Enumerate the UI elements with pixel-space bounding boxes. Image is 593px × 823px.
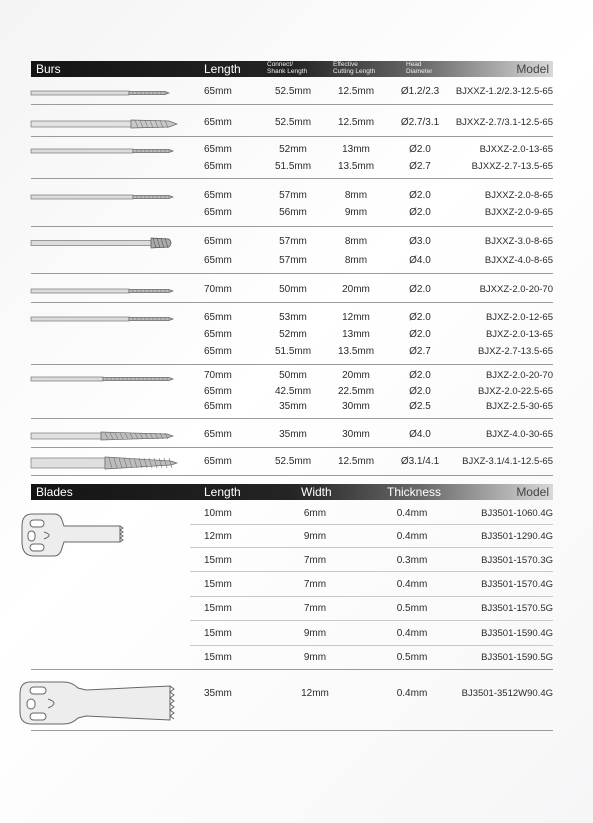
bur-model: BJXXZ-1.2/2.3-12.5-65 [455, 86, 553, 97]
blade-thickness: 0.4mm [396, 579, 428, 590]
blade-length: 15mm [204, 603, 232, 614]
bur-cutting-length: 22.5mm [337, 386, 375, 397]
bur-model: BJXXZ-2.7/3.1-12.5-65 [455, 117, 553, 128]
bur-cutting-length: 8mm [344, 255, 368, 266]
bur-cutting-length: 20mm [342, 284, 370, 295]
row-separator [31, 447, 553, 448]
blade-thickness: 0.4mm [396, 628, 428, 639]
blades-width-header: Width [301, 485, 332, 499]
blade-length: 15mm [204, 628, 232, 639]
burs-model-header: Model [516, 62, 549, 76]
bur-shank-length: 56mm [279, 207, 307, 218]
blades-header [31, 484, 553, 500]
blade-model: BJ3501-1060.4G [481, 508, 553, 519]
bur-length: 65mm [204, 329, 232, 340]
blade-width: 9mm [303, 652, 327, 663]
blade-thickness: 0.4mm [396, 688, 428, 699]
effective-header-2: Cutting Length [333, 67, 376, 75]
bur-model: BJXXZ-4.0-8-65 [484, 255, 553, 266]
burs-header [31, 61, 553, 77]
bur-image [31, 86, 169, 100]
bur-length: 65mm [204, 255, 232, 266]
bur-shank-length: 57mm [279, 236, 307, 247]
blade-model: BJ3501-1590.4G [481, 628, 553, 639]
blade-model: BJ3501-1570.5G [481, 603, 553, 614]
bur-head-diameter: Ø2.0 [409, 329, 431, 340]
bur-length: 65mm [204, 207, 232, 218]
bur-length: 65mm [204, 346, 232, 357]
bur-length: 65mm [204, 236, 232, 247]
blades-length-header: Length [204, 485, 241, 499]
blade-width: 6mm [303, 508, 327, 519]
bur-image [31, 236, 173, 250]
bur-cutting-length: 13mm [342, 329, 370, 340]
bur-shank-length: 51.5mm [274, 161, 312, 172]
bur-shank-length: 57mm [279, 255, 307, 266]
bur-model: BJXXZ-2.0-13-65 [479, 144, 553, 155]
blade-model: BJ3501-1590.5G [481, 652, 553, 663]
blade-model: BJ3501-1290.4G [481, 531, 553, 542]
row-separator [31, 136, 553, 137]
blade-thickness: 0.5mm [396, 652, 428, 663]
bur-image [31, 284, 173, 298]
bur-image [31, 117, 177, 131]
bur-model: BJXZ-4.0-30-65 [485, 429, 553, 440]
blade-width: 12mm [301, 688, 329, 699]
row-separator [31, 104, 553, 105]
blade-width: 9mm [303, 531, 327, 542]
bur-head-diameter: Ø2.0 [409, 386, 431, 397]
bur-length: 70mm [204, 284, 232, 295]
blade-width: 9mm [303, 628, 327, 639]
bur-shank-length: 52mm [279, 329, 307, 340]
row-separator [190, 596, 553, 597]
bur-shank-length: 35mm [279, 429, 307, 440]
bur-image [31, 429, 173, 443]
row-separator [31, 364, 553, 365]
bur-shank-length: 52.5mm [274, 86, 312, 97]
bur-cutting-length: 12.5mm [337, 456, 375, 467]
row-separator [190, 571, 553, 572]
bur-image [31, 190, 173, 204]
bur-length: 65mm [204, 86, 232, 97]
bur-length: 70mm [204, 370, 232, 381]
bur-model: BJXZ-2.0-20-70 [485, 370, 553, 381]
bur-length: 65mm [204, 386, 232, 397]
head-header-1: Head [406, 61, 422, 68]
bur-length: 65mm [204, 161, 232, 172]
bur-cutting-length: 13.5mm [337, 346, 375, 357]
blade-model: BJ3501-1570.3G [481, 555, 553, 566]
bur-cutting-length: 8mm [344, 190, 368, 201]
burs-length-header: Length [204, 62, 241, 76]
head-header-2: Diameter [406, 67, 433, 75]
blade-width: 7mm [303, 555, 327, 566]
bur-model: BJXXZ-2.0-8-65 [484, 190, 553, 201]
bur-head-diameter: Ø3.1/4.1 [400, 456, 440, 467]
connect-header-1: Connect/ [267, 61, 294, 68]
bur-cutting-length: 12.5mm [337, 86, 375, 97]
large-blade-image [18, 680, 178, 726]
bur-length: 65mm [204, 429, 232, 440]
bur-head-diameter: Ø4.0 [409, 429, 431, 440]
bur-cutting-length: 12.5mm [337, 117, 375, 128]
row-separator [31, 475, 553, 476]
row-separator [190, 547, 553, 548]
blade-length: 10mm [204, 508, 232, 519]
bur-head-diameter: Ø2.0 [409, 207, 431, 218]
bur-head-diameter: Ø2.7/3.1 [400, 117, 440, 128]
row-separator [31, 273, 553, 274]
bur-head-diameter: Ø2.7 [409, 161, 431, 172]
blade-model: BJ3501-3512W90.4G [461, 688, 553, 699]
bur-head-diameter: Ø1.2/2.3 [400, 86, 440, 97]
row-separator [190, 645, 553, 646]
bur-model: BJXZ-2.0-12-65 [485, 312, 553, 323]
bur-cutting-length: 13mm [342, 144, 370, 155]
row-separator [31, 730, 553, 731]
blade-model: BJ3501-1570.4G [481, 579, 553, 590]
bur-head-diameter: Ø2.0 [409, 370, 431, 381]
bur-shank-length: 35mm [279, 401, 307, 412]
bur-shank-length: 42.5mm [274, 386, 312, 397]
bur-shank-length: 51.5mm [274, 346, 312, 357]
bur-model: BJXXZ-3.0-8-65 [484, 236, 553, 247]
bur-head-diameter: Ø2.0 [409, 284, 431, 295]
bur-model: BJXXZ-2.0-9-65 [484, 207, 553, 218]
blade-length: 12mm [204, 531, 232, 542]
bur-head-diameter: Ø2.0 [409, 312, 431, 323]
bur-cutting-length: 9mm [344, 207, 368, 218]
row-separator [31, 418, 553, 419]
bur-cutting-length: 20mm [342, 370, 370, 381]
bur-image [31, 312, 173, 326]
blade-length: 15mm [204, 555, 232, 566]
blade-length: 15mm [204, 652, 232, 663]
row-separator [31, 178, 553, 179]
blade-width: 7mm [303, 603, 327, 614]
bur-head-diameter: Ø2.0 [409, 144, 431, 155]
bur-cutting-length: 30mm [342, 401, 370, 412]
bur-head-diameter: Ø2.5 [409, 401, 431, 412]
effective-header-1: Effective [333, 61, 358, 68]
bur-model: BJXZ-2.0-22.5-65 [478, 386, 553, 397]
bur-cutting-length: 12mm [342, 312, 370, 323]
bur-length: 65mm [204, 401, 232, 412]
row-separator [31, 226, 553, 227]
bur-shank-length: 52.5mm [274, 456, 312, 467]
blade-length: 15mm [204, 579, 232, 590]
bur-shank-length: 52mm [279, 144, 307, 155]
blade-thickness: 0.4mm [396, 531, 428, 542]
bur-shank-length: 50mm [279, 284, 307, 295]
blades-model-header: Model [516, 485, 549, 499]
bur-head-diameter: Ø2.7 [409, 346, 431, 357]
row-separator [31, 669, 553, 670]
bur-image [31, 456, 177, 470]
connect-header-2: Shank Length [267, 67, 308, 75]
bur-shank-length: 52.5mm [274, 117, 312, 128]
bur-image [31, 372, 173, 386]
bur-model: BJXZ-2.0-13-65 [485, 329, 553, 340]
bur-cutting-length: 13.5mm [337, 161, 375, 172]
blade-thickness: 0.5mm [396, 603, 428, 614]
bur-model: BJXZ-2.5-30-65 [485, 401, 553, 412]
bur-cutting-length: 30mm [342, 429, 370, 440]
bur-model: BJXXZ-2.0-20-70 [479, 284, 553, 295]
bur-head-diameter: Ø3.0 [409, 236, 431, 247]
blade-width: 7mm [303, 579, 327, 590]
row-separator [31, 302, 553, 303]
bur-shank-length: 53mm [279, 312, 307, 323]
blades-title: Blades [36, 485, 73, 499]
blades-thickness-header: Thickness [387, 485, 442, 499]
bur-model: BJXZ-3.1/4.1-12.5-65 [462, 456, 553, 467]
bur-shank-length: 50mm [279, 370, 307, 381]
bur-shank-length: 57mm [279, 190, 307, 201]
blade-thickness: 0.3mm [396, 555, 428, 566]
bur-length: 65mm [204, 190, 232, 201]
bur-image [31, 144, 173, 158]
blade-thickness: 0.4mm [396, 508, 428, 519]
burs-title: Burs [36, 62, 61, 76]
bur-length: 65mm [204, 456, 232, 467]
bur-head-diameter: Ø2.0 [409, 190, 431, 201]
bur-model: BJXXZ-2.7-13.5-65 [471, 161, 553, 172]
bur-model: BJXZ-2.7-13.5-65 [478, 346, 553, 357]
bur-cutting-length: 8mm [344, 236, 368, 247]
bur-length: 65mm [204, 312, 232, 323]
row-separator [190, 524, 553, 525]
bur-length: 65mm [204, 117, 232, 128]
row-separator [190, 620, 553, 621]
bur-length: 65mm [204, 144, 232, 155]
bur-head-diameter: Ø4.0 [409, 255, 431, 266]
blade-length: 35mm [204, 688, 232, 699]
small-blade-image [20, 512, 130, 560]
